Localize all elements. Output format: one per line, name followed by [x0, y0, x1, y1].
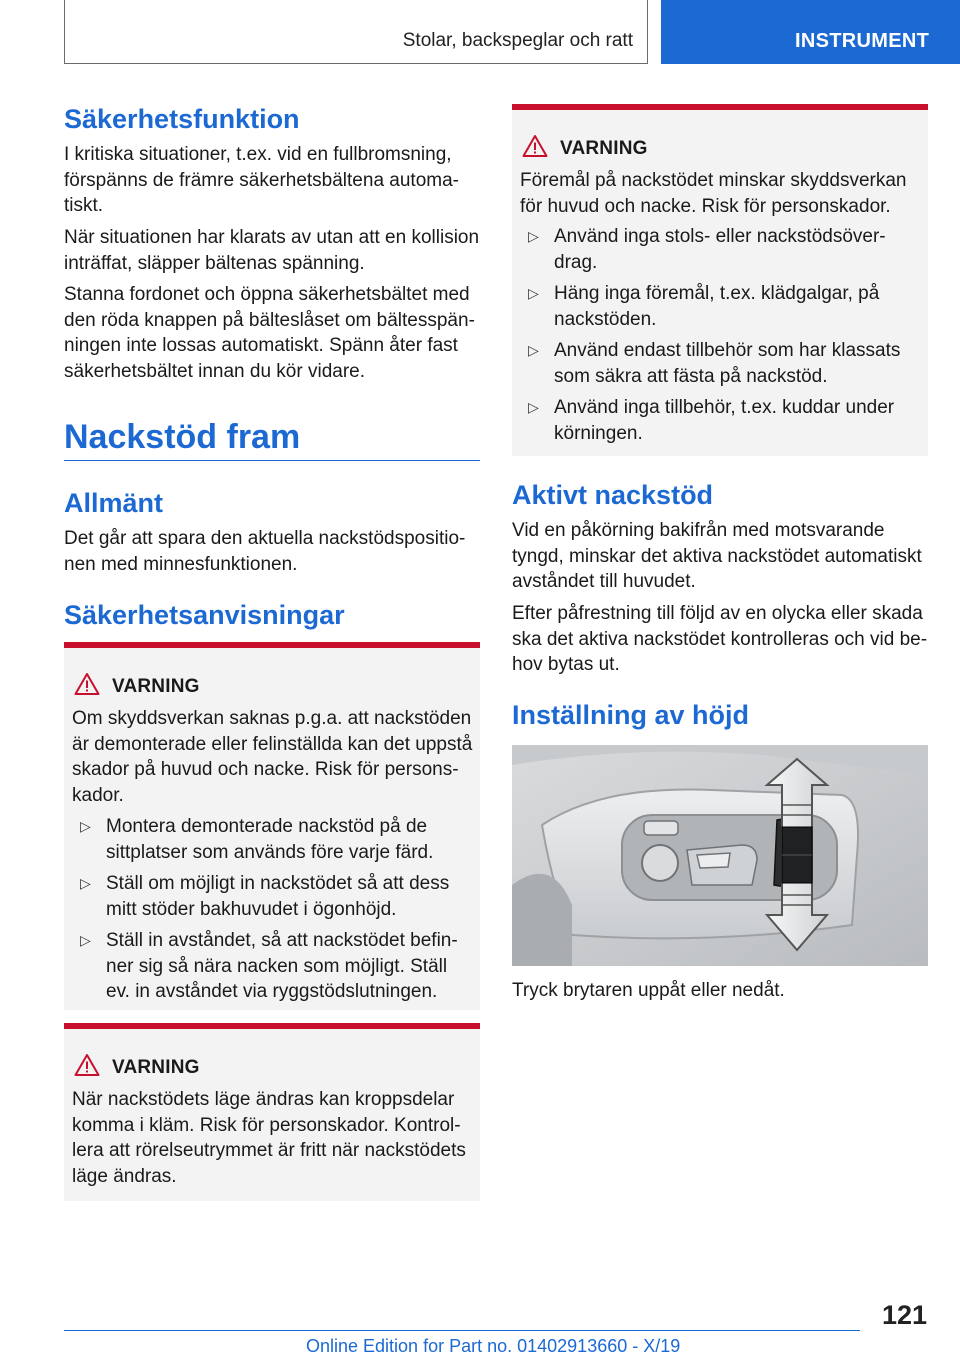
warning-box: [512, 104, 928, 456]
figure-caption: Tryck brytaren uppåt eller nedåt.: [512, 980, 785, 1001]
list-item: [72, 871, 474, 922]
footer-rule: [64, 1330, 860, 1331]
warning-list: [520, 224, 922, 452]
heading-sakerhetsfunktion: Säkerhetsfunktion: [64, 104, 300, 134]
chapter-title: Nackstöd fram: [64, 418, 301, 456]
heading-allmant: Allmänt: [64, 488, 164, 518]
paragraph: Efter påfrestning till följd av en olycka eller skada ska det aktiva nackstödet kontrolleras och vid behov bytas ut.: [512, 603, 928, 675]
list-item: [520, 281, 922, 332]
chapter-rule: [64, 460, 480, 461]
triangle-bullet-icon: ▷: [528, 399, 539, 415]
warning-list: [72, 814, 474, 1011]
footer-edition: Online Edition for Part no. 01402913660 - X/19: [306, 1336, 681, 1356]
seat-switch-drawing: [512, 745, 928, 966]
list-item-text: Häng inga föremål, t.ex. klädgalgar, på nackstöden.: [554, 283, 880, 330]
warning-box: [64, 1023, 480, 1201]
list-item-text: Ställ in avståndet, så att nackstödet befinner sig så nära nacken som möjligt. Ställ ev. in avståndet via ryggstödslutningen.: [106, 930, 458, 1002]
paragraph: När situationen har klarats av utan att en kollision inträffat, släpper bältenas spänning.: [64, 227, 480, 274]
triangle-bullet-icon: ▷: [528, 228, 539, 244]
warning-icon: [74, 672, 100, 696]
triangle-bullet-icon: ▷: [528, 285, 539, 301]
header-chapter-label: INSTRUMENT: [795, 30, 930, 52]
list-item: [72, 928, 474, 1005]
warning-text: Om skyddsverkan saknas p.g.a. att nackstöden är demonterade eller felinställda kan det uppstå skador på huvud och nacke. Risk för personskador.: [72, 708, 473, 806]
warning-text: Föremål på nackstödet minskar skyddsverkan för huvud och nacke. Risk för personskador.: [520, 170, 907, 217]
list-item: [520, 224, 922, 275]
warning-box: [64, 642, 480, 1010]
list-item-text: Använd endast tillbehör som har klassats som säkra att fästa på nackstöd.: [554, 340, 901, 387]
triangle-bullet-icon: ▷: [80, 875, 91, 891]
warning-label: VARNING: [112, 676, 200, 697]
list-item: [520, 338, 922, 389]
header-chapter-tab: [661, 0, 960, 64]
list-item-text: Använd inga tillbehör, t.ex. kuddar under körningen.: [554, 397, 895, 444]
paragraph: Vid en påkörning bakifrån med motsvarande tyngd, minskar det aktiva nackstödet automatiskt avståndet till huvudet.: [512, 520, 922, 592]
triangle-bullet-icon: ▷: [80, 818, 91, 834]
triangle-bullet-icon: ▷: [528, 342, 539, 358]
paragraph: I kritiska situationer, t.ex. vid en fullbromsning, förspänns de främre säkerhetsbältena automatiskt.: [64, 144, 459, 216]
header-section-title: Stolar, backspeglar och ratt: [402, 30, 633, 51]
page-number: 121: [882, 1300, 928, 1330]
paragraph: Det går att spara den aktuella nackstödspositionen med minnesfunktionen.: [64, 528, 466, 575]
warning-text: När nackstödets läge ändras kan kroppsdelar komma i kläm. Risk för personskador. Kontrollera att rörelseutrymmet är fritt när nackstödets läge ändras.: [72, 1089, 466, 1187]
list-item-text: Använd inga stols- eller nackstödsöverdrag.: [554, 226, 886, 273]
list-item: [72, 814, 474, 865]
warning-label: VARNING: [560, 138, 648, 159]
seat-switch-illustration: [512, 745, 928, 966]
triangle-bullet-icon: ▷: [80, 932, 91, 948]
warning-icon: [74, 1053, 100, 1077]
list-item-text: Montera demonterade nackstöd på de sittplatser som används före varje färd.: [106, 816, 434, 863]
warning-icon: [522, 134, 548, 158]
heading-sakerhetsanvisningar: Säkerhetsanvisningar: [64, 600, 345, 630]
paragraph: Stanna fordonet och öppna säkerhetsbältet med den röda knappen på bälteslåset om bältesspänningen inte lossas automatiskt. Spänn åter fast säkerhetsbältet innan du kör vidare.: [64, 284, 475, 382]
heading-aktivt-nackstod: Aktivt nackstöd: [512, 480, 714, 510]
header-section-box: [64, 0, 648, 64]
heading-installning-av-hojd: Inställning av höjd: [512, 700, 750, 730]
list-item: [520, 395, 922, 446]
list-item-text: Ställ om möjligt in nackstödet så att dess mitt stöder bakhuvudet i ögonhöjd.: [106, 873, 450, 920]
warning-label: VARNING: [112, 1057, 200, 1078]
